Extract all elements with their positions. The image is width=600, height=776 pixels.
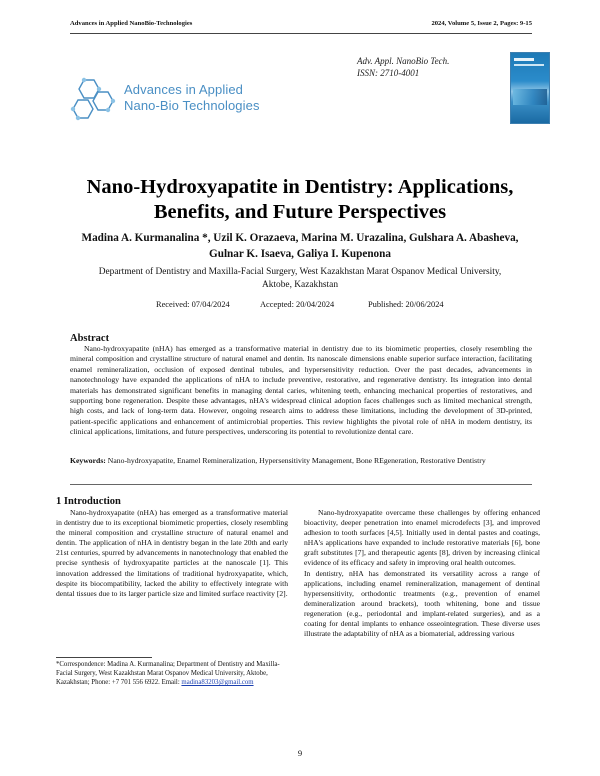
cover-subtitle-bar bbox=[514, 64, 544, 66]
page-number: 9 bbox=[297, 748, 303, 758]
logo-line-1: Advances in Applied bbox=[124, 82, 243, 97]
keywords bbox=[70, 456, 532, 466]
abstract-text: Nano-hydroxyapatite (nHA) has emerged as a transformative material in dentistry due to its biomimetic properties, closely resembling the mineral composition and crystalline structure of natural enamel and dentin. Its nanoscale dimensions enable superior surface interaction, facilitating enamel remineralization, occlusion of exposed dentinal tubules, and hypersensitivity reduction. Over the past decades, advancements in nanotechnology have expanded the applications of nHA to include preventive, restorative, and regenerative dentistry. Its integration into dental materials has demonstrated significant benefits in managing dental caries, whitening teeth, enhancing mechanical properties of restoratives, and supporting bone regeneration. Despite these advantages, nHA's widespread clinical adoption faces challenges such as limited mechanical strength, high costs, and lack of long-term data. However, ongoing research aims to address these limitations, including the development of 3D-printed, patient-specific applications and enhancement of antimicrobial properties. This review highlights the pivotal role of nHA in modern dentistry, its clinical applications, limitations, and future perspectives, underscoring its potential to revolutionize dental care. bbox=[70, 344, 532, 437]
issue-info-header: 2024, Volume 5, Issue 2, Pages: 9-15 bbox=[431, 20, 532, 27]
affiliation: Department of Dentistry and Maxilla-Facial Surgery, West Kazakhstan Marat Ospanov Medical University, Aktobe, Kazakhstan bbox=[98, 267, 502, 290]
journal-logo bbox=[70, 74, 320, 122]
left-column bbox=[56, 508, 288, 599]
intro-paragraph-2: Nano-hydroxyapatite overcame these challenges by offering enhanced bioactivity, deeper penetration into enamel microdefects [3], and improved adhesion to tooth surfaces [4,5]. Initially used in dental pastes and coatings, nHA's applications have expanded to include restorative materials [6], bone graft substitutes [7], and therapeutic agents [8], driven by increasing clinical evidence of its efficacy and safety in improving oral health outcomes. bbox=[304, 508, 540, 568]
intro-paragraph-3: In dentistry, nHA has demonstrated its versatility across a range of applications, including enamel remineralization, management of dentinal hypersensitivity, orthodontic treatments (e.g., prevention of enamel demineralization around brackets), tooth whitening, bone and tissue regeneration (e.g., periodontal and implant-related surgeries), and as a coating for dental implants to enhance osseointegration. These diverse uses illustrate the adaptability of nHA as a biomaterial, addressing various bbox=[304, 568, 540, 639]
accepted-date: Accepted: 20/04/2024 bbox=[260, 300, 335, 309]
article-title: Nano-Hydroxyapatite in Dentistry: Applications, Benefits, and Future Perspectives bbox=[86, 176, 514, 223]
journal-abbrev: Adv. Appl. NanoBio Tech. bbox=[357, 56, 450, 66]
footnote-divider bbox=[56, 657, 152, 658]
correspondence-email-link[interactable]: madina83203@gmail.com bbox=[181, 679, 254, 686]
correspondence-footnote bbox=[56, 660, 288, 687]
keywords-text: Nano-hydroxyapatite, Enamel Remineralization, Hypersensitivity Management, Bone REgeneration, Restorative Dentistry bbox=[107, 456, 486, 465]
cover-title-bar bbox=[514, 58, 534, 61]
logo-line-2: Nano-Bio Technologies bbox=[124, 98, 260, 113]
published-date: Published: 20/06/2024 bbox=[368, 300, 444, 309]
keywords-divider bbox=[70, 484, 532, 485]
hexagon-molecule-logo-icon bbox=[70, 74, 122, 122]
intro-paragraph-1: Nano-hydroxyapatite (nHA) has emerged as a transformative material in dentistry due to its exceptional biomimetic properties, closely resembling the mineral composition and crystalline structure of natural enamel and dentin. The application of nHA in dentistry began in the late 20th and early 21st centuries, spurred by advancements in nanotechnology that enabled the precise synthesis of hydroxyapatite particles at the nanoscale [1]. This innovation addressed the limitations of traditional hydroxyapatite, which, despite its biocompatibility, lacked the ability to effectively integrate with dental tissues due to its larger particle size and limited surface reactivity [2]. bbox=[56, 508, 288, 598]
journal-meta bbox=[357, 55, 507, 79]
logo-wordmark bbox=[124, 82, 260, 114]
header-divider bbox=[70, 33, 532, 34]
cover-image-band bbox=[513, 89, 547, 105]
right-column bbox=[304, 508, 540, 639]
introduction-heading: 1 Introduction bbox=[56, 496, 121, 507]
keywords-label: Keywords: bbox=[70, 456, 106, 465]
journal-cover-thumbnail bbox=[510, 52, 550, 124]
received-date: Received: 07/04/2024 bbox=[156, 300, 230, 309]
journal-name-header: Advances in Applied NanoBio-Technologies bbox=[70, 20, 193, 27]
author-list: Madina A. Kurmanalina *, Uzil K. Orazaeva, Marina M. Urazalina, Gulshara A. Abasheva, Gulnar K. Isaeva, Galiya I. Kupenona bbox=[81, 232, 519, 260]
abstract-heading: Abstract bbox=[70, 333, 110, 344]
footnote-text: *Correspondence: Madina A. Kurmanalina; Department of Dentistry and Maxilla-Facial Surgery, West Kazakhstan Marat Ospanov Medical University, Aktobe, Kazakhstan; Phone: +7 701 556 6922. Email: bbox=[56, 661, 280, 686]
journal-issn: ISSN: 2710-4001 bbox=[357, 68, 420, 78]
running-head bbox=[70, 20, 532, 32]
